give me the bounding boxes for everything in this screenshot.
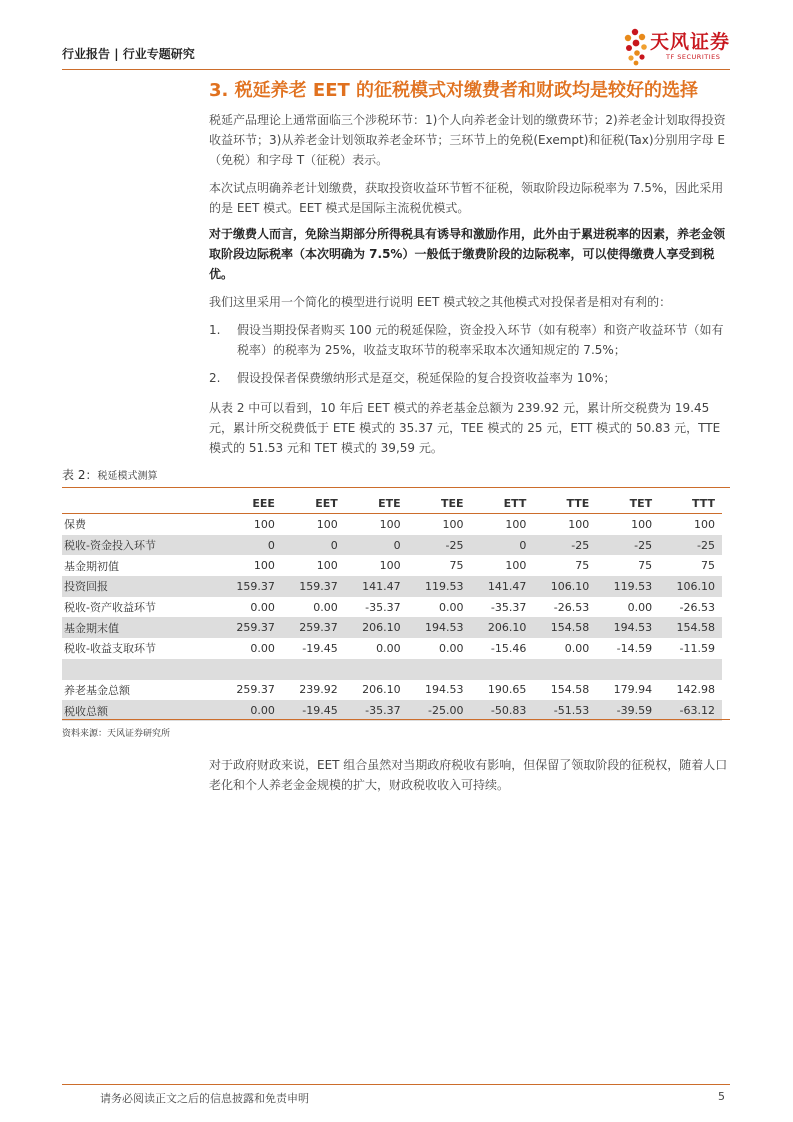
table-cell: -63.12 [659,700,722,721]
table-cell: 206.10 [345,617,408,638]
table-cell: 141.47 [345,576,408,597]
flower-logo-icon [622,26,652,68]
table-cell: 0.00 [439,641,464,655]
table-row [62,700,722,721]
table-cell: 154.58 [533,617,596,638]
table-cell: 259.37 [282,617,345,638]
table-cell: 0 [345,535,408,556]
table-cell: 0.00 [564,641,590,655]
table-cell: -25 [408,535,471,556]
table-cell: 75 [701,559,715,573]
tax-model-table [62,493,722,721]
table-cell: 100 [505,559,527,573]
table-source: 资料来源：天风证券研究所 [62,729,171,739]
table-cell: -51.53 [533,700,596,721]
table-cell: 159.37 [282,576,345,597]
list-text: 假设当期投保者购买 100 元的税延保险，资金投入环节（如有税率）和资产收益环节（如有税率）的税率为 25%，收益支取环节的税率采取本次通知规定的 7.5%； [237,323,724,357]
column-header: TTT [659,493,722,514]
column-header: ETT [471,493,534,514]
table-cell: 75 [449,559,464,573]
column-header: TTE [533,493,596,514]
paragraph-contributor-benefit: 对于缴费人而言，免除当期部分所得税具有诱导和激励作用，此外由于累进税率的因素，养老金领取阶段边际税率（本次明确为 7.5%）一般低于缴费阶段的边际税率，可以使得缴费人享受到税优。 [209,227,726,281]
table-cell: 100 [253,559,275,573]
row-label: 税收总额 [62,700,219,721]
table-cell: 0.00 [439,600,464,614]
table-cell: -15.46 [490,641,527,655]
table-cell: 259.37 [219,617,282,638]
page-number: 5 [718,1090,725,1103]
table-cell: 141.47 [471,576,534,597]
table-cell: 194.53 [596,617,659,638]
table-cell: 100 [379,517,401,531]
header-divider [62,69,730,70]
table-row [62,638,722,659]
table-cell: 0.00 [250,641,275,655]
column-header: EEE [219,493,282,514]
table-cell: 159.37 [219,576,282,597]
table-cell: 0.00 [313,600,338,614]
table-row [62,514,722,535]
row-label [62,659,219,680]
table-row [62,576,722,597]
column-header: EET [282,493,345,514]
table-cell: -19.45 [302,641,338,655]
row-label: 税收-资金投入环节 [62,535,219,556]
footer-disclaimer: 请务必阅读正文之后的信息披露和免责申明 [100,1092,309,1105]
paragraph-fiscal-view: 对于政府财政来说，EET 组合虽然对当期政府税收有影响，但保留了领取阶段的征税权，随着人口老化和个人养老金金规模的扩大，财政税收收入可持续。 [209,758,728,792]
table-row [62,555,722,576]
table-cell: -11.59 [679,641,715,655]
table-cell: -19.45 [282,700,345,721]
table-cell: 0.00 [376,641,401,655]
table-bottom-divider [62,719,730,720]
table-cell: 206.10 [471,617,534,638]
table-cell: 0.00 [250,600,275,614]
column-header [62,493,219,514]
table-cell: 100 [442,517,464,531]
table-cell: 100 [379,559,401,573]
table-cell: 100 [694,517,715,531]
table-cell: 100 [505,517,527,531]
caption-divider [62,487,730,488]
table-cell: 75 [575,559,590,573]
paragraph-model-intro: 我们这里采用一个简化的模型进行说明 EET 模式较之其他模式对投保者是相对有利的： [209,295,672,309]
footer-divider [62,1084,730,1085]
row-label: 保费 [64,518,86,532]
table-cell: 100 [316,517,338,531]
row-label: 养老基金总额 [64,683,130,697]
table-cell: -25 [533,535,596,556]
table-cell: 259.37 [236,683,275,697]
row-label: 基金期初值 [64,559,119,573]
table-cell: 119.53 [596,576,659,597]
section-title: 3. 税延养老 EET 的征税模式对缴费者和财政均是较好的选择 [209,80,699,101]
row-label: 基金期末值 [62,617,219,638]
table-cell [282,659,345,680]
table-cell: -35.37 [345,700,408,721]
logo-english-name: TF SECURITIES [666,53,721,61]
table-cell [345,659,408,680]
paragraph-tax-stages: 税延产品理论上通常面临三个涉税环节：1)个人向养老金计划的缴费环节；2)养老金计划取得投资收益环节；3)从养老金计划领取养老金环节；三环节上的免税(Exempt)和征税(Tax)分别用字母 E（免税）和字母 T（征税）表示。 [209,113,726,167]
table-cell: 100 [568,517,590,531]
table-cell: -25.00 [408,700,471,721]
table-cell [596,659,659,680]
table-row [62,617,722,638]
table-cell: -26.53 [679,600,715,614]
table-cell [471,659,534,680]
table-cell: 142.98 [676,683,715,697]
company-logo [622,26,732,68]
table-cell: 0 [219,535,282,556]
table-cell: 0 [471,535,534,556]
table-row [62,535,722,556]
table-row-spacer [62,659,722,680]
report-category [62,45,195,62]
table-cell: -25 [596,535,659,556]
table-cell: -39.59 [596,700,659,721]
logo-chinese-name: 天风证券 [650,31,731,53]
table-cell: -35.37 [365,600,401,614]
row-label: 税收-资产收益环节 [64,601,156,615]
column-header: TET [596,493,659,514]
report-subtype: 行业专题研究 [122,47,195,61]
table-cell [533,659,596,680]
table-cell: 194.53 [408,617,471,638]
table-cell: 100 [316,559,338,573]
row-label: 税收-收益支取环节 [64,642,156,656]
table-cell: 100 [253,517,275,531]
list-item [209,320,731,360]
list-number: 2. [209,371,221,385]
column-header: TEE [408,493,471,514]
table-cell: -25 [659,535,722,556]
list-text: 假设投保者保费缴纳形式是趸交，税延保险的复合投资收益率为 10%； [237,371,616,385]
report-type: 行业报告 [62,47,111,61]
table-cell: 194.53 [425,683,464,697]
table-cell: 75 [638,559,653,573]
table-cell: -26.53 [553,600,590,614]
table-cell: -35.37 [490,600,527,614]
table-cell: 190.65 [487,683,527,697]
table-cell: 0 [282,535,345,556]
table-cell: 119.53 [408,576,471,597]
table-cell: 0.00 [627,600,653,614]
table-caption-label: 表 2： [62,468,98,482]
table-cell [659,659,722,680]
table-cell: 154.58 [550,683,590,697]
list-item [209,368,731,388]
table-cell: 100 [631,517,653,531]
table-cell: 0.00 [219,700,282,721]
table-cell: -50.83 [471,700,534,721]
paragraph-eet-mode: 本次试点明确养老计划缴费，获取投资收益环节暂不征税，领取阶段边际税率为 7.5%，因此采用的是 EET 模式。EET 模式是国际主流税优模式。 [209,181,724,215]
table-cell [219,659,282,680]
table-caption [62,466,157,483]
header-separator: | [110,47,123,61]
paragraph-table-summary: 从表 2 中可以看到，10 年后 EET 模式的养老基金总额为 239.92 元，累计所交税费为 19.45 元，累计所交税费低于 ETE 模式的 35.37 元，TEE 模式的 25 元，ETT 模式的 50.83 元，TTE 模式的 51.53 元和 TET 模式的 39,59 元。 [209,401,721,455]
table-cell: 206.10 [362,683,401,697]
table-cell [408,659,471,680]
table-cell: 106.10 [533,576,596,597]
column-header: ETE [345,493,408,514]
row-label: 投资回报 [62,576,219,597]
list-number: 1. [209,323,221,337]
table-row [62,680,722,701]
table-cell: 179.94 [613,683,653,697]
table-cell: 154.58 [659,617,722,638]
table-row [62,597,722,618]
table-cell: 239.92 [299,683,338,697]
table-cell: 106.10 [659,576,722,597]
table-cell: -14.59 [616,641,653,655]
table-caption-title: 税延模式测算 [97,471,158,482]
table-header-row [62,493,722,514]
